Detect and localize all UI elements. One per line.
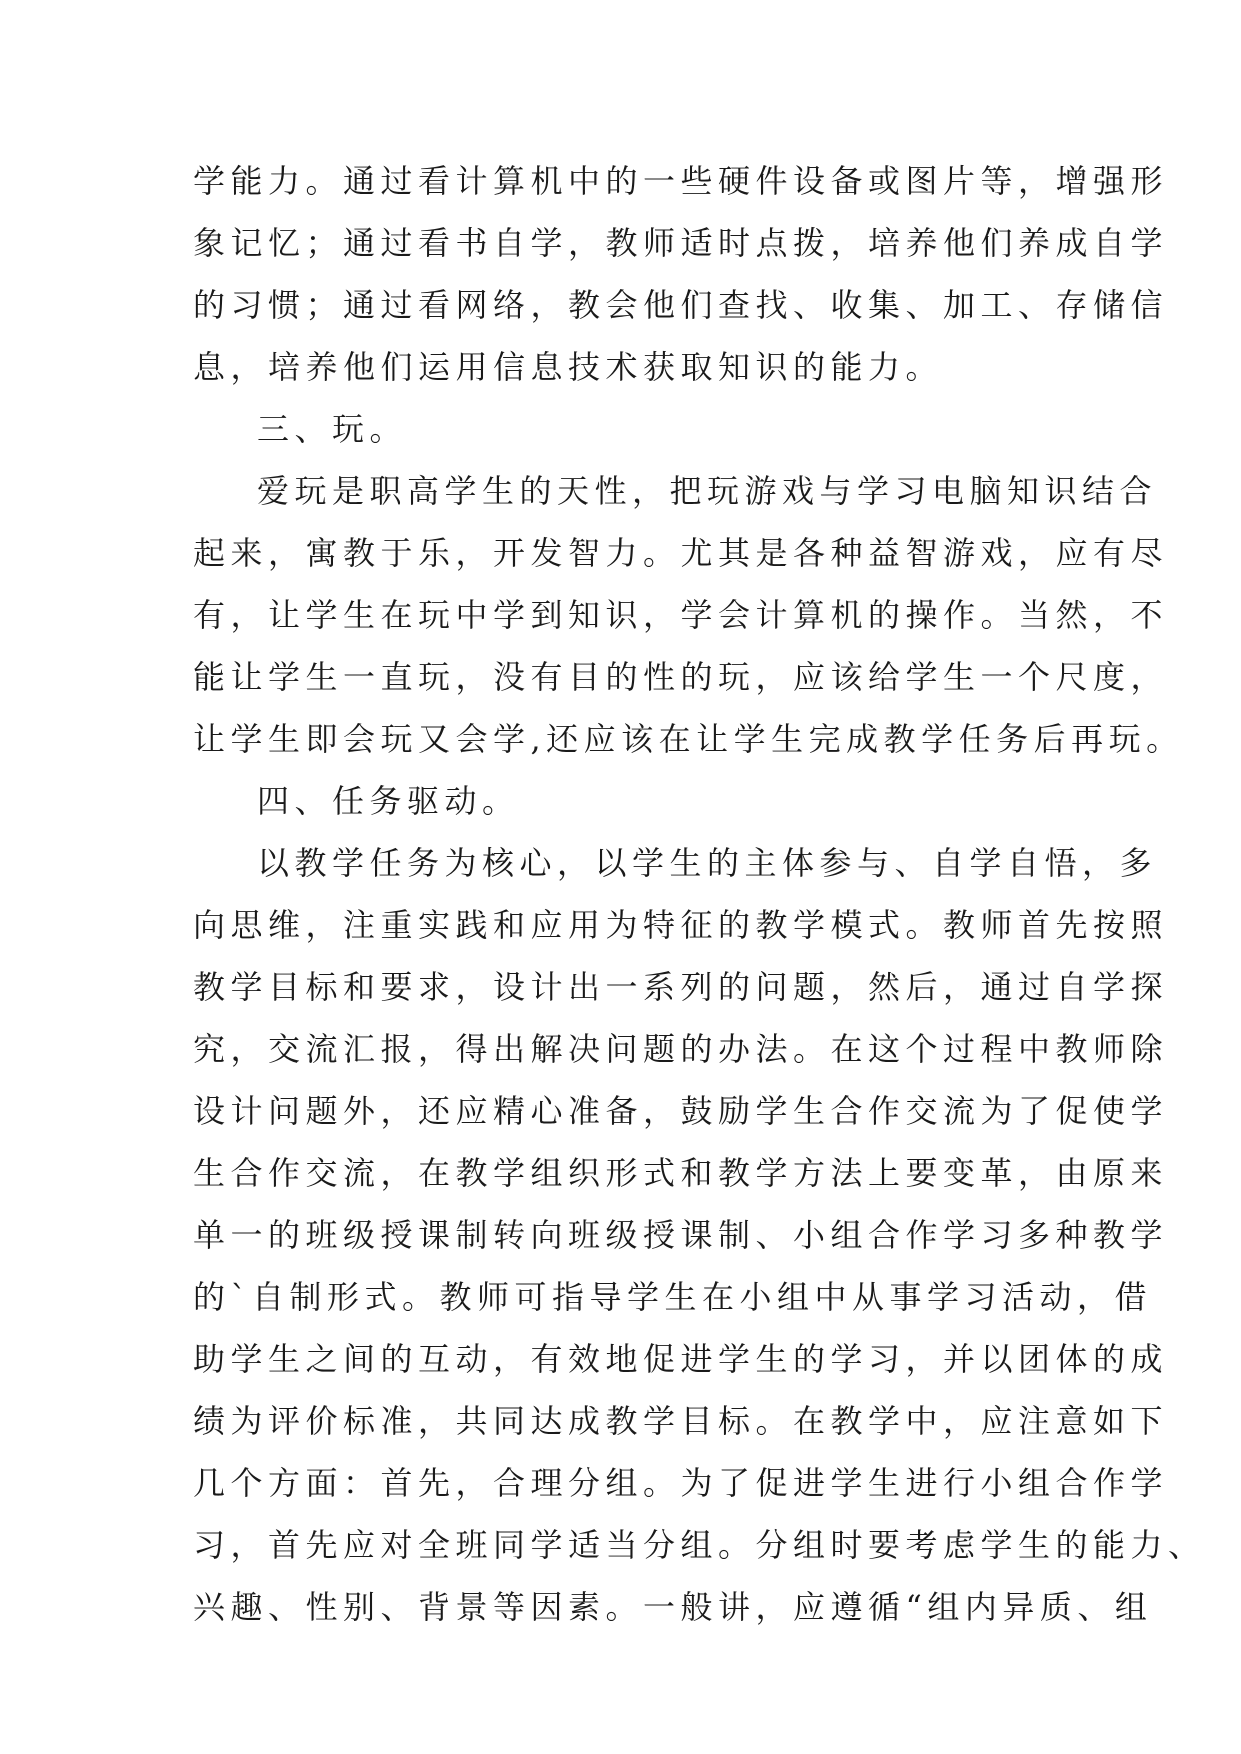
text-line: 习，首先应对全班同学适当分组。分组时要考虑学生的能力、 — [193, 1526, 1206, 1564]
text-line: 设计问题外，还应精心准备，鼓励学生合作交流为了促使学 — [193, 1092, 1169, 1130]
document-body — [193, 150, 1206, 1638]
text-line: 的习惯；通过看网络，教会他们查找、收集、加工、存储信 — [193, 286, 1169, 324]
text-line: 爱玩是职高学生的天性，把玩游戏与学习电脑知识结合 — [257, 472, 1158, 510]
text-line: 以教学任务为核心，以学生的主体参与、自学自悟，多 — [257, 844, 1158, 882]
text-line: 学能力。通过看计算机中的一些硬件设备或图片等，增强形 — [193, 162, 1169, 200]
text-line: 息，培养他们运用信息技术获取知识的能力。 — [193, 348, 944, 386]
text-line: 单一的班级授课制转向班级授课制、小组合作学习多种教学 — [193, 1216, 1169, 1254]
text-line: 绩为评价标准，共同达成教学目标。在教学中，应注意如下 — [193, 1402, 1169, 1440]
text-line: 有，让学生在玩中学到知识，学会计算机的操作。当然，不 — [193, 596, 1169, 634]
text-line: 能让学生一直玩，没有目的性的玩，应该给学生一个尺度， — [193, 658, 1169, 696]
text-line: 教学目标和要求，设计出一系列的问题，然后，通过自学探 — [193, 968, 1169, 1006]
text-line: 兴趣、性别、背景等因素。一般讲，应遵循“组内异质、组 — [193, 1588, 1153, 1626]
text-line: 四、任务驱动。 — [257, 782, 520, 820]
text-line: 的`自制形式。教师可指导学生在小组中从事学习活动，借 — [193, 1278, 1153, 1316]
text-line: 究，交流汇报，得出解决问题的办法。在这个过程中教师除 — [193, 1030, 1169, 1068]
text-line: 让学生即会玩又会学,还应该在让学生完成教学任务后再玩。 — [193, 720, 1184, 758]
text-line: 几个方面：首先，合理分组。为了促进学生进行小组合作学 — [193, 1464, 1169, 1502]
text-line: 象记忆；通过看书自学，教师适时点拨，培养他们养成自学 — [193, 224, 1169, 262]
text-line: 三、玩。 — [257, 410, 408, 448]
text-line: 生合作交流，在教学组织形式和教学方法上要变革，由原来 — [193, 1154, 1169, 1192]
text-line: 助学生之间的互动，有效地促进学生的学习，并以团体的成 — [193, 1340, 1169, 1378]
text-line: 向思维，注重实践和应用为特征的教学模式。教师首先按照 — [193, 906, 1169, 944]
text-line: 起来，寓教于乐，开发智力。尤其是各种益智游戏，应有尽 — [193, 534, 1169, 572]
